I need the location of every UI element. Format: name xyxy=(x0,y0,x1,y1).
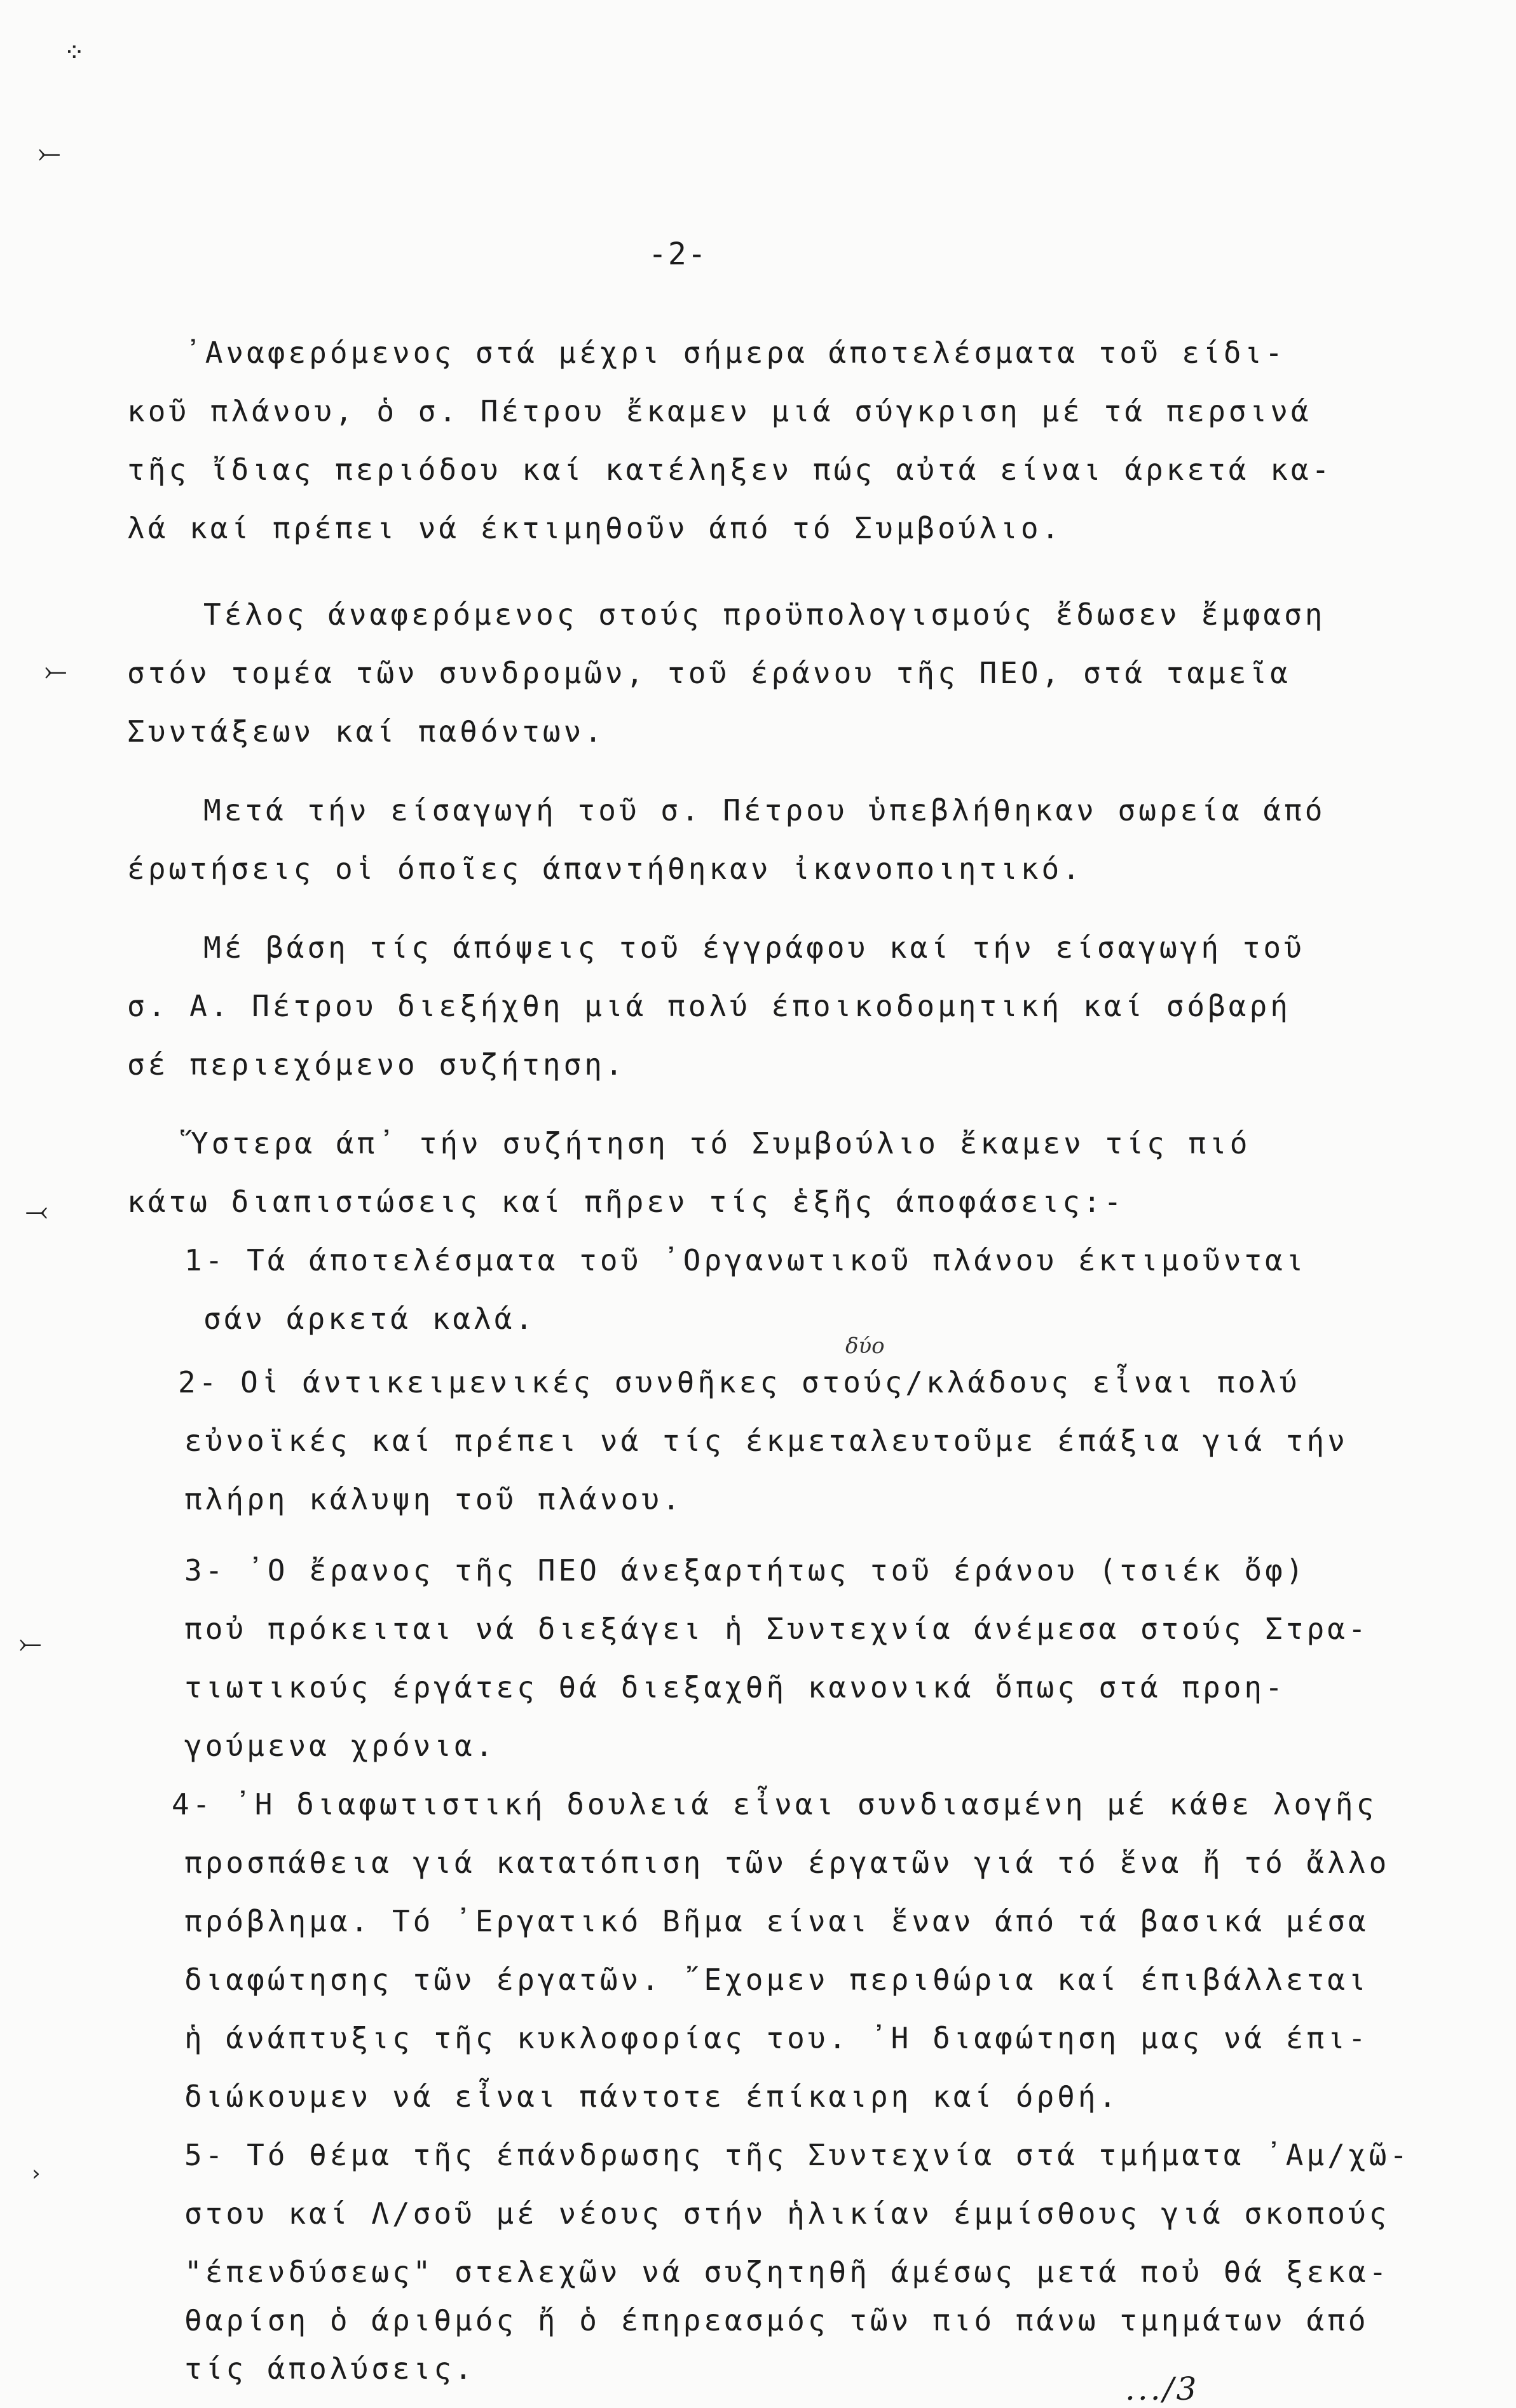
text-line: Ὕστερα άπ᾽ τήν συζήτηση τό Συμβούλιο ἔκαμεν τίς πιό xyxy=(191,1126,1251,1160)
margin-mark: ⤚ xyxy=(44,655,67,687)
list-item-line: γούμενα χρόνια. xyxy=(184,1729,496,1763)
text-line: κοῦ πλάνου, ὁ σ. Πέτρου ἔκαμεν μιά σύγκριση μέ τά περσινά xyxy=(127,394,1312,428)
list-item-line: 1- Τά άποτελέσματα τοῦ ᾽Οργανωτικοῦ πλάνου έκτιμοῦνται xyxy=(184,1243,1307,1277)
text-line: Μέ βάση τίς άπόψεις τοῦ έγγράφου καί τήν είσαγωγή τοῦ xyxy=(203,930,1305,965)
list-item-line: τιωτικούς έργάτες θά διεξαχθῆ κανονικά ὅπως στά προη- xyxy=(184,1670,1286,1704)
list-item-line: διώκουμεν νά εἶναι πάντοτε έπίκαιρη καί όρθή. xyxy=(184,2079,1120,2114)
list-item-line: προσπάθεια γιά κατατόπιση τῶν έργατῶν γιά τό ἕνα ἤ τό ἄλλο xyxy=(184,1846,1390,1880)
list-item-line: σάν άρκετά καλά. xyxy=(203,1302,536,1336)
margin-mark: › xyxy=(32,2161,41,2186)
handwritten-insert: δύο xyxy=(845,1333,885,1359)
continuation-marker: .../3 xyxy=(1125,2371,1199,2407)
margin-mark: ⤙ xyxy=(25,1195,48,1227)
text-line: ᾽Αναφερόμενος στά μέχρι σήμερα άποτελέσματα τοῦ είδι- xyxy=(184,336,1286,370)
text-line: Μετά τήν είσαγωγή τοῦ σ. Πέτρου ὑπεβλήθηκαν σωρεία άπό xyxy=(203,793,1326,827)
list-item-line: 3- ᾽Ο ἔρανος τῆς ΠΕΟ άνεξαρτήτως τοῦ έράνου (τσιέκ ὄφ) xyxy=(184,1553,1307,1588)
text-line: Συντάξεων καί παθόντων. xyxy=(127,714,605,749)
list-item-line: 5- Τό θέμα τῆς έπάνδρωσης τῆς Συντεχνία στά τμήματα ᾽Αμ/χῶ- xyxy=(184,2138,1410,2172)
list-item-line: ποὐ πρόκειται νά διεξάγει ἡ Συντεχνία άνέμεσα στούς Στρα- xyxy=(184,1612,1369,1646)
scan-speck: ⁘ xyxy=(64,38,85,67)
text-line: τῆς ἴδιας περιόδου καί κατέληξεν πώς αὐτά είναι άρκετά κα- xyxy=(127,452,1333,487)
page-number: -2- xyxy=(648,236,707,272)
text-line: έρωτήσεις οἱ όποῖες άπαντήθηκαν ἰκανοποιητικό. xyxy=(127,852,1083,886)
list-item-line: τίς άπολύσεις. xyxy=(184,2351,475,2386)
text-line: λά καί πρέπει νά έκτιμηθοῦν άπό τό Συμβούλιο. xyxy=(127,511,1063,545)
text-line: Τέλος άναφερόμενος στούς προϋπολογισμούς ἔδωσεν ἔμφαση xyxy=(203,597,1326,632)
list-item-line: "έπενδύσεως" στελεχῶν νά συζητηθῆ άμέσως μετά ποὐ θά ξεκα- xyxy=(184,2255,1390,2289)
list-item-line: πρόβλημα. Τό ᾽Εργατικό Βῆμα είναι ἕναν άπό τά βασικά μέσα xyxy=(184,1904,1369,1938)
list-item-line: διαφώτησης τῶν έργατῶν. ῎Εχομεν περιθώρια καί έπιβάλλεται xyxy=(184,1962,1369,1997)
margin-mark: ⤚ xyxy=(19,1627,42,1659)
text-line: σ. Α. Πέτρου διεξήχθη μιά πολύ έποικοδομητική καί σόβαρή xyxy=(127,989,1291,1023)
text-line: στόν τομέα τῶν συνδρομῶν, τοῦ έράνου τῆς ΠΕΟ, στά ταμεῖα xyxy=(127,656,1291,690)
text-line: κάτω διαπιστώσεις καί πῆρεν τίς ἑξῆς άποφάσεις:- xyxy=(127,1185,1125,1219)
list-item-line: εὐνοϊκές καί πρέπει νά τίς έκμεταλευτοῦμε έπάξια γιά τήν xyxy=(184,1424,1348,1458)
margin-mark: ⤚ xyxy=(38,137,61,169)
list-item-line: 2- Οἱ άντικειμενικές συνθῆκες στούς/κλάδους εἶναι πολύ xyxy=(178,1365,1301,1399)
list-item-line: ἡ άνάπτυξις τῆς κυκλοφορίας του. ᾽Η διαφώτηση μας νά έπι- xyxy=(184,2021,1369,2055)
list-item-line: 4- ᾽Η διαφωτιστική δουλειά εἶναι συνδιασμένη μέ κάθε λογῆς xyxy=(172,1787,1377,1821)
list-item-line: στου καί Λ/σοῦ μέ νέους στήν ἡλικίαν έμμίσθους γιά σκοπούς xyxy=(184,2196,1390,2231)
list-item-line: θαρίση ὁ άριθμός ἤ ὁ έπηρεασμός τῶν πιό πάνω τμημάτων άπό xyxy=(184,2303,1369,2337)
list-item-line: πλήρη κάλυψη τοῦ πλάνου. xyxy=(184,1482,683,1516)
text-line: σέ περιεχόμενο συζήτηση. xyxy=(127,1047,626,1082)
